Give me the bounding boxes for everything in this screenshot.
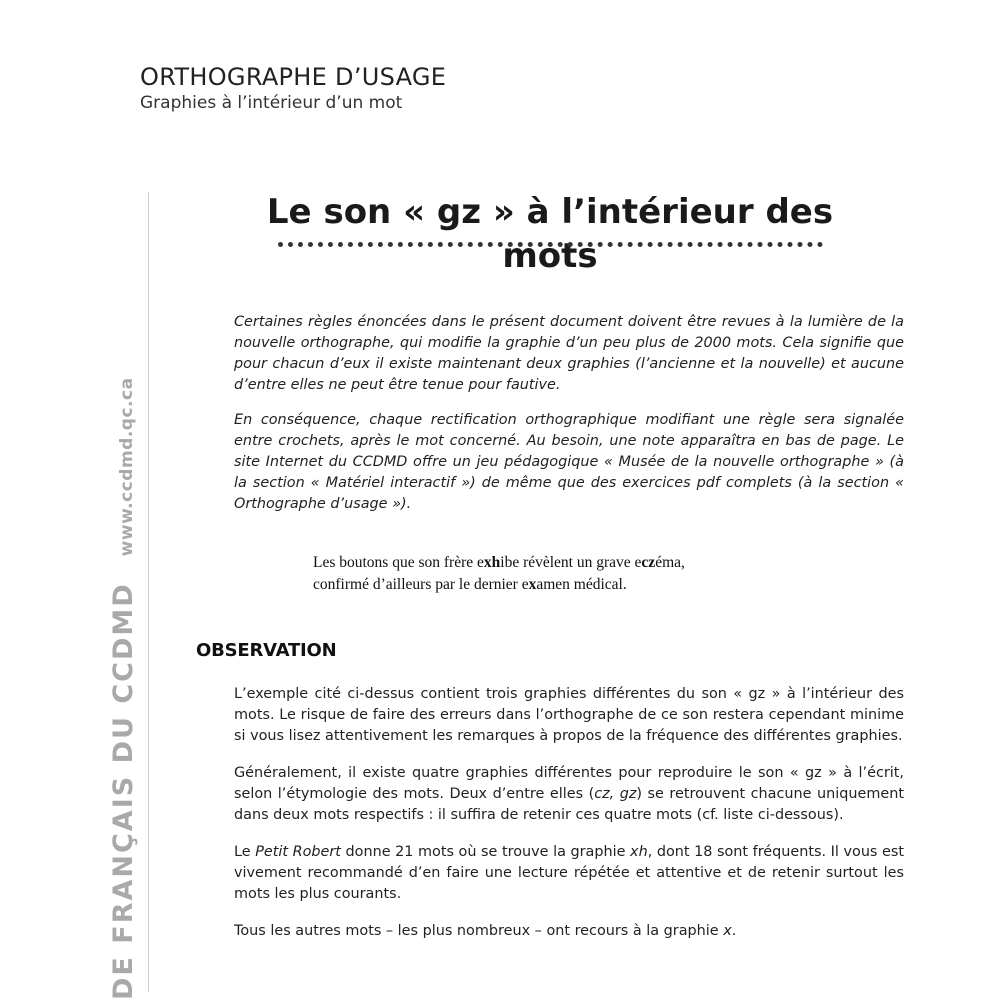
intro-paragraph: En conséquence, chaque rectification orthographique modifiant une règle sera signalée entre crochets, après le mot concerné. Au besoin, une note apparaîtra en bas de page. Le site Internet du CCDMD offre un jeu pédagogique « Musée de la nouvelle orthographe » (à la section « Matériel interactif ») de même que des exercices pdf complets (à la section « Orthographe d’usage »).: [234, 412, 904, 512]
text-run: Tous les autres mots – les plus nombreux – ont recours à la graphie: [234, 923, 724, 939]
example-line: [313, 574, 873, 596]
text-run-italic: x: [723, 923, 732, 939]
intro-paragraph: Certaines règles énoncées dans le présent document doivent être revues à la lumière de la nouvelle orthographe, qui modifie la graphie d’un peu plus de 2000 mots. Cela signifie que pour chacun d’eux il existe maintenant deux graphies (l’ancienne et la nouvelle) et aucune d’entre elles ne peut être tenue pour fautive.: [234, 314, 904, 393]
example-text: ibe révèlent un grave e: [500, 554, 642, 571]
example-text: éma,: [655, 554, 685, 571]
example-sentence: [313, 552, 873, 596]
text-run: Le: [234, 844, 256, 860]
text-run: donne 21 mots où se trouve la graphie: [340, 844, 631, 860]
text-run-italic: cz, gz: [594, 786, 637, 802]
text-run: , dont 18 sont fréquents. Il vous est vivement recommandé d’en faire une lecture répétée et attentive et de retenir surtout les mots les plus courants.: [234, 844, 904, 902]
document-header: [140, 62, 446, 114]
observation-paragraph: [234, 921, 904, 942]
observation-body: [234, 684, 904, 942]
margin-rule: [148, 192, 149, 992]
example-text: confirmé d’ailleurs par le dernier e: [313, 576, 529, 593]
example-highlight: x: [528, 576, 537, 593]
section-subtitle: Graphies à l’intérieur d’un mot: [140, 93, 403, 113]
title-dotted-underline: [278, 242, 823, 247]
sidebar-publisher: DE FRANÇAIS DU CCDMD: [108, 582, 139, 1000]
text-run: Généralement, il existe quatre graphies différentes pour reproduire le son « gz » à l’écrit, selon l’étymologie des mots. Deux d’entre elles (: [234, 765, 904, 802]
example-highlight: xh: [483, 554, 501, 571]
observation-heading: OBSERVATION: [196, 640, 337, 661]
text-run: .: [731, 923, 737, 939]
page-title: Le son « gz » à l’intérieur des mots: [266, 192, 834, 276]
sidebar-url: www.ccdmd.qc.ca: [117, 377, 137, 557]
observation-paragraph: [234, 763, 904, 826]
example-line: [313, 552, 873, 574]
example-text: amen médical.: [536, 576, 627, 593]
section-title: ORTHOGRAPHE D’USAGE: [140, 63, 447, 91]
example-highlight: cz: [641, 554, 656, 571]
observation-paragraph: L’exemple cité ci-dessus contient trois graphies différentes du son « gz » à l’intérieur des mots. Le risque de faire des erreurs dans l’orthographe de ce son restera cependant minime si vous lisez attentivement les remarques à propos de la fréquence des différentes graphies.: [234, 686, 904, 744]
vertical-sidebar-label: [108, 377, 139, 1000]
text-run-italic: Petit Robert: [255, 844, 341, 860]
text-run: ) se retrouvent chacune uniquement dans deux mots respectifs : il suffira de retenir ces quatre mots (cf. liste ci-dessous).: [234, 786, 904, 823]
intro-note: [234, 312, 904, 529]
observation-paragraph: [234, 842, 904, 905]
example-text: Les boutons que son frère e: [313, 554, 484, 571]
text-run-italic: xh: [630, 844, 648, 860]
